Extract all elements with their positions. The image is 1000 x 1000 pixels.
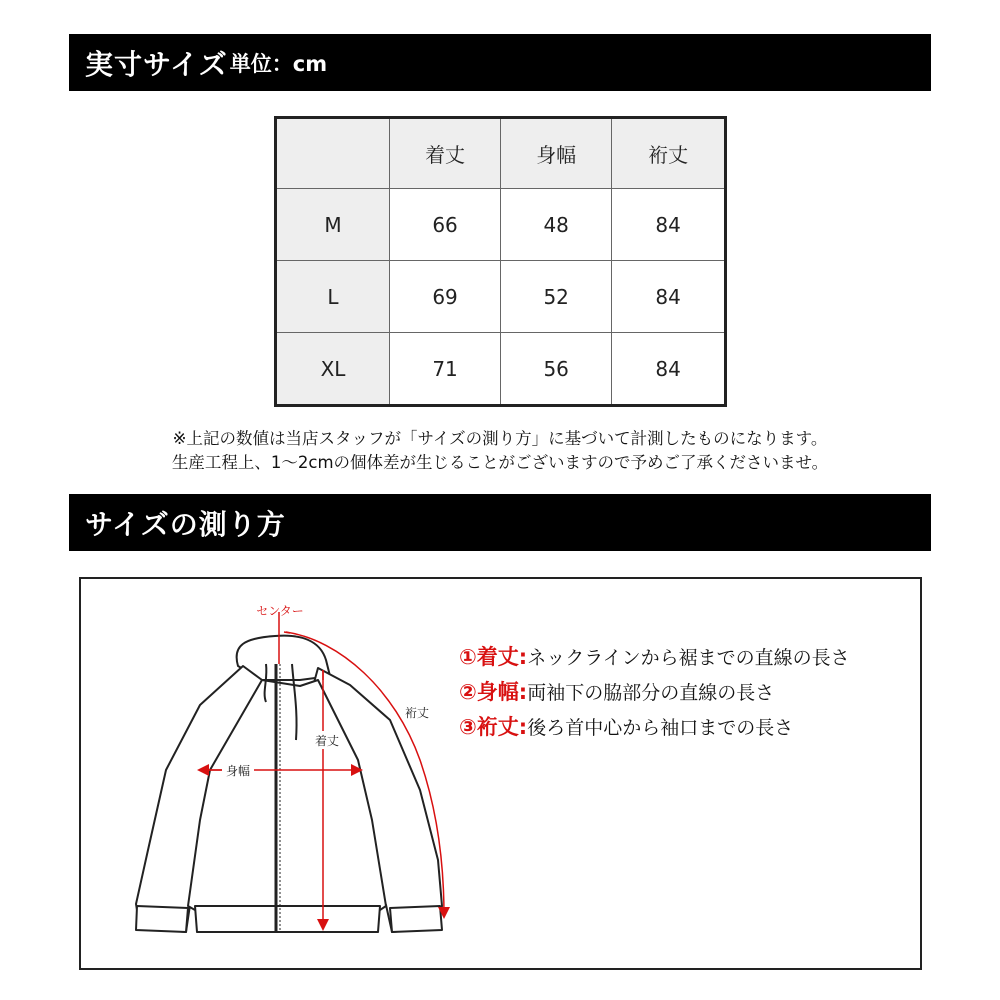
legend-item-sleeve: [459, 711, 793, 741]
left-cuff: [136, 906, 188, 932]
table-cell: 84: [612, 189, 726, 261]
sleeve-label: 裄丈: [404, 706, 430, 720]
disclaimer-line-1: ※上記の数値は当店スタッフが「サイズの測り方」に基づいて計測したものになります。: [172, 429, 828, 448]
legend-key: ②身幅:: [459, 680, 528, 704]
legend-item-width: [459, 676, 774, 706]
width-label: 身幅: [225, 764, 251, 778]
table-cell: 48: [501, 189, 612, 261]
table-cell: 52: [501, 261, 612, 333]
length-label: 着丈: [314, 734, 340, 748]
size-label: XL: [276, 333, 390, 406]
disclaimer-line-2: 生産工程上、1〜2cmの個体差が生じることがございますので予めご了承くださいませ。: [171, 453, 829, 472]
legend-key: ③裄丈:: [459, 715, 528, 739]
center-label: センター: [256, 604, 304, 618]
legend-text: 後ろ首中心から袖口までの長さ: [527, 717, 794, 739]
hem-rib: [195, 906, 380, 932]
unit-label: 単位：cm: [229, 51, 328, 76]
table-cell: 56: [501, 333, 612, 406]
size-label: L: [276, 261, 390, 333]
table-cell: 69: [390, 261, 501, 333]
table-header-cell: 身幅: [501, 118, 612, 189]
legend-text: 両袖下の脇部分の直線の長さ: [527, 682, 775, 704]
legend-key: ①着丈:: [459, 645, 528, 669]
legend-item-length: [459, 641, 850, 671]
size-label: M: [276, 189, 390, 261]
legend-text: ネックラインから裾までの直線の長さ: [527, 647, 850, 669]
table-cell: 66: [390, 189, 501, 261]
table-header-cell: 着丈: [390, 118, 501, 189]
table-header-cell: 裄丈: [612, 118, 726, 189]
size-chart-title: 実寸サイズ: [85, 47, 228, 81]
measurement-guide-title: サイズの測り方: [85, 507, 286, 541]
table-cell: 71: [390, 333, 501, 406]
table-cell: 84: [612, 261, 726, 333]
right-cuff: [390, 906, 442, 932]
table-cell: 84: [612, 333, 726, 406]
